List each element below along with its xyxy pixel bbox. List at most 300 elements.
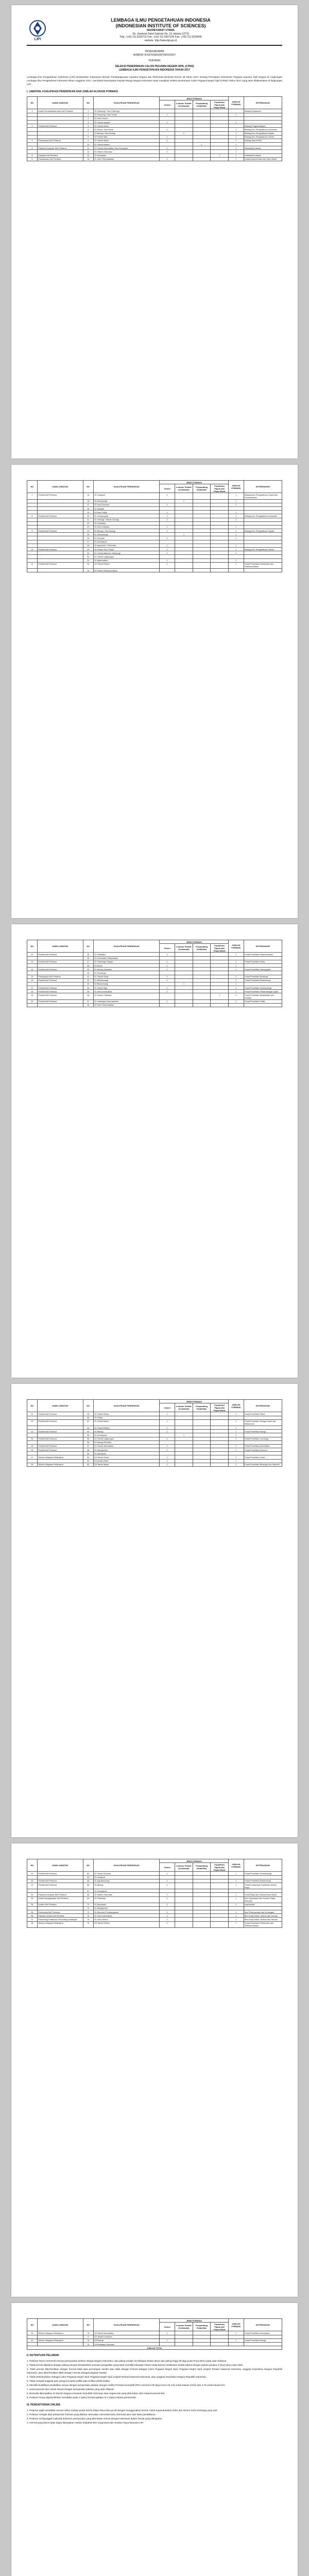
table-row xyxy=(27,511,282,514)
cell-kualifikasi: S1 Ilmu Hukum xyxy=(93,116,160,120)
cell-disabilitas xyxy=(193,1906,211,1910)
cell-no2: 59 xyxy=(83,1452,93,1455)
announcement-label: PENGUMUMAN xyxy=(145,50,164,53)
cell-no: 32 xyxy=(27,1893,38,1896)
cell-jabatan xyxy=(37,521,83,525)
cell-jumlah: 1 xyxy=(229,120,244,124)
table-row xyxy=(27,514,282,518)
cell-jumlah xyxy=(229,521,244,525)
cell-keterangan: Biro Kerja Sama, Hukum dan Humas xyxy=(244,1914,282,1918)
cell-cumlaude xyxy=(175,116,193,120)
cell-cumlaude xyxy=(175,1893,193,1896)
table-row xyxy=(27,506,282,510)
cell-no: 24 xyxy=(27,1437,38,1440)
cell-disabilitas xyxy=(193,1419,211,1426)
cell-keterangan: Pusat Penelitian Perkembangan Iptek xyxy=(244,990,282,993)
cell-keterangan xyxy=(244,963,282,967)
header-jenis-formasi: JENIS FORMASI xyxy=(160,97,229,100)
cell-jumlah: 1 xyxy=(229,544,244,547)
header-no: NO xyxy=(27,97,38,109)
list-item: 2. Pelamar mengisi data pribadi dan formasi yang dilamar, kemudian mencetak kartu informasi akun dan kartu pendaftaran. xyxy=(27,2413,157,2416)
header-keterangan: KETERANGAN xyxy=(244,1859,282,1872)
cell-disabilitas xyxy=(193,1918,211,1921)
cell-jumlah: 1 xyxy=(229,493,244,499)
cell-no2: 22 xyxy=(83,521,93,525)
cell-no2: 72 xyxy=(83,1910,93,1914)
cell-umum: 1 xyxy=(160,2331,175,2335)
cell-jumlah: 1 xyxy=(229,1872,244,1875)
cell-no2: 39 xyxy=(83,968,93,971)
cell-kualifikasi: D3 Biologi xyxy=(93,2338,160,2342)
cell-jabatan: Perekayasa Ahli Pertama xyxy=(37,975,83,978)
cell-cumlaude xyxy=(175,562,193,568)
cell-papua xyxy=(211,555,229,558)
cell-papua xyxy=(211,525,229,529)
table-row xyxy=(27,551,282,555)
cell-jabatan xyxy=(37,131,83,135)
cell-no2: 45 xyxy=(83,990,93,993)
cell-kualifikasi: S1 Sosiologi / Ilmu Sosial xyxy=(93,113,160,116)
cell-papua xyxy=(211,540,229,544)
cell-jumlah: 1 xyxy=(229,960,244,963)
cell-disabilitas xyxy=(193,1883,211,1889)
cell-papua xyxy=(211,956,229,960)
cell-no xyxy=(27,521,38,525)
cell-jumlah: 1 xyxy=(229,146,244,150)
cell-keterangan xyxy=(244,568,282,572)
cell-papua xyxy=(211,968,229,971)
cell-jumlah: 1 xyxy=(229,157,244,161)
cell-papua xyxy=(211,157,229,161)
cell-no2: 44 xyxy=(83,986,93,990)
cell-keterangan xyxy=(244,2335,282,2338)
cell-no: 27 xyxy=(27,1455,38,1459)
table-row xyxy=(27,963,282,967)
cell-no xyxy=(27,533,38,536)
cell-no2: 26 xyxy=(83,536,93,540)
cell-jabatan xyxy=(37,525,83,529)
cell-umum xyxy=(160,143,175,146)
cell-umum: 1 xyxy=(160,518,175,521)
header-keterangan: KETERANGAN xyxy=(244,97,282,109)
table-row xyxy=(27,1426,282,1429)
cell-cumlaude xyxy=(175,953,193,956)
table-row xyxy=(27,1875,282,1879)
cell-no2: 61 xyxy=(83,1459,93,1463)
cell-papua xyxy=(211,499,229,503)
cell-no2: 63 xyxy=(83,1872,93,1875)
table-row xyxy=(27,1459,282,1463)
cell-no xyxy=(27,1875,38,1879)
cell-jabatan xyxy=(37,568,83,572)
cell-jumlah: 1 xyxy=(229,499,244,503)
cell-umum: 1 xyxy=(160,975,175,978)
list-item: 2. Tidak pernah dipidana dengan pidana penjara berdasarkan putusan pengadilan yang telah memiliki kekuatan hukum tetap karena melakukan tindak pidana dengan pidana penjara 2 (dua) tahun atau lebih. xyxy=(27,2364,244,2367)
cell-papua xyxy=(211,518,229,521)
header-papua: Putra/Putri Papua dan Papua Barat xyxy=(211,944,229,953)
cell-cumlaude xyxy=(175,109,193,113)
cell-no2: 31 xyxy=(83,555,93,558)
cell-jabatan: Peneliti Ahli Pertama xyxy=(37,493,83,499)
cell-cumlaude xyxy=(175,1412,193,1416)
header-no2: NO xyxy=(83,2319,93,2331)
table-row xyxy=(27,143,282,146)
table-row xyxy=(27,1437,282,1440)
cell-cumlaude xyxy=(175,1444,193,1448)
cell-kualifikasi: S1 Teknik Lingkungan xyxy=(93,555,160,558)
table-row xyxy=(27,521,282,525)
cell-disabilitas: 1 xyxy=(193,143,211,146)
cell-no: 16 xyxy=(27,978,38,982)
table-row xyxy=(27,135,282,139)
formasi-table-6 xyxy=(27,2318,282,2350)
cell-jabatan: Peneliti Ahli Pertama xyxy=(37,124,83,128)
cell-no xyxy=(27,555,38,558)
cell-no2: 48 xyxy=(83,1003,93,1007)
cell-no: 9 xyxy=(27,529,38,533)
cell-kualifikasi: S1 Matematika xyxy=(93,558,160,562)
header-cumlaude: Lulusan Terbaik (Cumlaude) xyxy=(175,484,193,493)
cell-keterangan: Pusat Data dan Dokumentasi Ilmiah xyxy=(244,1893,282,1896)
cell-kualifikasi: S1 Ilmu Kelautan xyxy=(93,525,160,529)
cell-disabilitas xyxy=(193,124,211,128)
cell-umum: 1 xyxy=(160,1448,175,1452)
cell-jabatan: Perencana Ahli Pertama xyxy=(37,1910,83,1914)
cell-disabilitas xyxy=(193,960,211,963)
cell-jumlah: 1 xyxy=(229,986,244,990)
cell-umum: 1 xyxy=(160,1883,175,1889)
section-c-heading: III. PENDAFTARAN ONLINE xyxy=(27,2403,60,2407)
cell-papua xyxy=(211,960,229,963)
cell-jabatan: Teknisi Litkayasa Pelaksana xyxy=(37,2331,83,2335)
table-row xyxy=(27,525,282,529)
cell-cumlaude xyxy=(175,1914,193,1918)
cell-kualifikasi: S1 Teknik Geodesi xyxy=(93,1872,160,1875)
table-row xyxy=(27,1448,282,1452)
cell-jumlah xyxy=(229,971,244,975)
cell-jumlah xyxy=(229,568,244,572)
cell-no xyxy=(27,499,38,503)
cell-kualifikasi: S1 Geofisika xyxy=(93,521,160,525)
announcement-about: TENTANG xyxy=(148,59,161,62)
cell-papua xyxy=(211,2338,229,2342)
header-keterangan: KETERANGAN xyxy=(244,2319,282,2331)
cell-jumlah: 1 xyxy=(229,2331,244,2335)
cell-jumlah xyxy=(229,124,244,128)
list-item: 6. Memiliki kualifikasi pendidikan sesuai dengan persyaratan jabatan dengan Indeks Prestasi Kumulatif (IPK) minimal 3,00 (tiga koma nol nol) untuk lulusan S1/S2 dan 2,75 untuk lulusan D3. xyxy=(27,2384,226,2387)
cell-no: 15 xyxy=(27,975,38,978)
cell-papua xyxy=(211,1896,229,1903)
cell-keterangan xyxy=(244,982,282,986)
cell-kualifikasi: S1 Akuntansi xyxy=(93,1452,160,1455)
cell-umum xyxy=(160,116,175,120)
cell-kualifikasi: S1 Akuntansi xyxy=(93,1903,160,1906)
cell-jabatan xyxy=(37,120,83,124)
table-row xyxy=(27,2342,282,2346)
cell-kualifikasi: S1 Ilmu Perpustakaan xyxy=(93,157,160,161)
cell-disabilitas xyxy=(193,514,211,518)
cell-papua xyxy=(211,1906,229,1910)
cell-jabatan: Analis Kepegawaian Ahli Pertama xyxy=(37,1896,83,1903)
cell-papua xyxy=(211,2342,229,2346)
cell-umum: 1 xyxy=(160,1463,175,1466)
cell-no xyxy=(27,518,38,521)
cell-disabilitas xyxy=(193,558,211,562)
cell-disabilitas xyxy=(193,990,211,993)
cell-jabatan xyxy=(37,499,83,503)
cell-no2: 62 xyxy=(83,1463,93,1466)
cell-kualifikasi: S1 Ilmu Komunikasi xyxy=(93,1914,160,1918)
cell-umum: 1 xyxy=(160,1910,175,1914)
cell-cumlaude xyxy=(175,975,193,978)
cell-jumlah: 1 xyxy=(229,982,244,986)
cell-no2: 76 xyxy=(83,2331,93,2335)
cell-cumlaude xyxy=(175,1440,193,1444)
cell-jabatan: Peneliti Ahli Pertama xyxy=(37,548,83,551)
cell-no2: 17 xyxy=(83,503,93,506)
cell-papua xyxy=(211,1463,229,1466)
cell-papua xyxy=(211,1426,229,1429)
cell-umum: 1 xyxy=(160,514,175,518)
cell-cumlaude xyxy=(175,511,193,514)
header-papua: Putra/Putri Papua dan Papua Barat xyxy=(211,1403,229,1412)
cell-no2: 41 xyxy=(83,975,93,978)
cell-papua xyxy=(211,120,229,124)
document-page-1 xyxy=(11,5,298,459)
cell-jumlah xyxy=(229,540,244,544)
cell-keterangan: Bidang Ilmu Pengetahuan Hayati xyxy=(244,131,282,135)
formasi-table-2 xyxy=(27,480,282,572)
cell-no2: 6 xyxy=(83,128,93,131)
cell-no xyxy=(27,511,38,514)
cell-umum xyxy=(160,1416,175,1419)
header-no: NO xyxy=(27,481,38,493)
cell-keterangan xyxy=(244,551,282,555)
cell-umum: 1 xyxy=(160,1872,175,1875)
header-cumlaude: Lulusan Terbaik (Cumlaude) xyxy=(175,944,193,953)
cell-kualifikasi: S2 Teknik Elektro xyxy=(93,562,160,568)
cell-umum xyxy=(160,109,175,113)
cell-kualifikasi: S1 Sastra / Bahasa xyxy=(93,993,160,999)
cell-jabatan: Auditor Ahli Pertama xyxy=(37,1903,83,1906)
cell-cumlaude xyxy=(175,506,193,510)
cell-cumlaude xyxy=(175,1921,193,1927)
header-cumlaude: Lulusan Terbaik (Cumlaude) xyxy=(175,2323,193,2331)
cell-jabatan: Teknisi Litkayasa Pelaksana xyxy=(37,2338,83,2342)
cell-no2: 4 xyxy=(83,120,93,124)
cell-cumlaude xyxy=(175,548,193,551)
cell-no2: 42 xyxy=(83,978,93,982)
cell-jumlah: 1 xyxy=(229,514,244,518)
cell-jabatan: Peneliti Ahli Pertama xyxy=(37,990,83,993)
cell-jumlah: 1 xyxy=(229,511,244,514)
cell-umum: 1 xyxy=(160,968,175,971)
cell-cumlaude: 1 xyxy=(175,1433,193,1437)
cell-disabilitas xyxy=(193,116,211,120)
cell-papua xyxy=(211,1918,229,1921)
table-row xyxy=(27,493,282,499)
cell-papua xyxy=(211,135,229,139)
cell-no xyxy=(27,568,38,572)
header-jabatan: NAMA JABATAN xyxy=(37,97,83,109)
cell-papua xyxy=(211,521,229,525)
cell-no xyxy=(27,131,38,135)
cell-disabilitas xyxy=(193,2335,211,2338)
cell-no xyxy=(27,525,38,529)
cell-kualifikasi: S1 Teknik Mesin xyxy=(93,139,160,142)
cell-umum: 1 xyxy=(160,558,175,562)
cell-jumlah: 1 xyxy=(229,1419,244,1426)
table-row xyxy=(27,499,282,503)
cell-umum xyxy=(160,2335,175,2338)
table-row xyxy=(27,113,282,116)
cell-no2: 57 xyxy=(83,1444,93,1448)
cell-disabilitas xyxy=(193,131,211,135)
cell-jabatan: Peneliti Ahli Pertama xyxy=(37,986,83,990)
cell-no2: 23 xyxy=(83,525,93,529)
cell-cumlaude xyxy=(175,1896,193,1903)
cell-disabilitas xyxy=(193,544,211,547)
cell-disabilitas xyxy=(193,113,211,116)
cell-jumlah: 1 xyxy=(229,1896,244,1903)
cell-no2: 77 xyxy=(83,2335,93,2338)
list-item: 1. Pelamar harus memenuhi semua persyaratan berikut: Warga Negara Indonesia; usia paling rendah 18 (delapan belas) tahun dan paling tinggi 35 (tiga puluh lima) tahun pada saat melamar. xyxy=(27,2360,227,2363)
cell-no2: 67 xyxy=(83,1889,93,1893)
cell-jumlah xyxy=(229,1003,244,1007)
cell-papua xyxy=(211,1452,229,1455)
cell-kualifikasi: S1 Kehutanan xyxy=(93,540,160,544)
cell-disabilitas xyxy=(193,982,211,986)
cell-umum: 1 xyxy=(160,1437,175,1440)
cell-jumlah: 1 xyxy=(229,1463,244,1466)
cell-cumlaude xyxy=(175,2331,193,2335)
cell-cumlaude: 1 xyxy=(175,131,193,135)
letterhead xyxy=(27,18,282,46)
cell-no2: 65 xyxy=(83,1879,93,1883)
cell-disabilitas xyxy=(193,968,211,971)
cell-jumlah: 1 xyxy=(229,1918,244,1921)
cell-papua xyxy=(211,548,229,551)
cell-jabatan xyxy=(37,1906,83,1910)
cell-umum: 1 xyxy=(160,544,175,547)
cell-disabilitas xyxy=(193,1463,211,1466)
cell-keterangan xyxy=(244,521,282,525)
cell-umum: 1 xyxy=(160,999,175,1003)
cell-disabilitas xyxy=(193,150,211,154)
cell-no xyxy=(27,544,38,547)
cell-disabilitas xyxy=(193,993,211,999)
cell-cumlaude xyxy=(175,493,193,499)
document-page-5 xyxy=(11,1843,298,2297)
cell-no2: 75 xyxy=(83,1921,93,1927)
cell-kualifikasi: S1 Teknik Material / Metalurgi xyxy=(93,551,160,555)
cell-keterangan xyxy=(244,143,282,146)
cell-cumlaude xyxy=(175,1416,193,1419)
cell-no: 33 xyxy=(27,1896,38,1903)
cell-keterangan: Pusat Penelitian Ekonomi xyxy=(244,1448,282,1452)
cell-umum xyxy=(160,2342,175,2346)
cell-keterangan xyxy=(244,150,282,154)
cell-no2: 27 xyxy=(83,540,93,544)
cell-no xyxy=(27,536,38,540)
cell-no2: 73 xyxy=(83,1914,93,1918)
cell-disabilitas xyxy=(193,511,211,514)
cell-no xyxy=(27,540,38,544)
section-a-heading: I. JABATAN, KUALIFIKASI PENDIDIKAN DAN JUMLAH ALOKASI FORMASI xyxy=(27,90,118,93)
cell-jumlah: 1 xyxy=(229,1910,244,1914)
header-umum: Umum xyxy=(160,1863,175,1872)
cell-jabatan: Teknisi Litkayasa Pelaksana xyxy=(37,1455,83,1459)
cell-no xyxy=(27,963,38,967)
document-page-3 xyxy=(11,924,298,1378)
cell-jumlah xyxy=(229,109,244,113)
cell-umum: 1 xyxy=(160,139,175,142)
cell-jabatan: Peneliti Ahli Pertama xyxy=(37,1437,83,1440)
cell-umum: 1 xyxy=(160,963,175,967)
cell-jabatan xyxy=(37,956,83,960)
cell-jabatan: Analis Pemanfaatan Iptek Ahli Pertama xyxy=(37,109,83,113)
cell-disabilitas xyxy=(193,506,211,510)
website: website: http://www.lipi.go.id xyxy=(144,39,177,42)
table-row xyxy=(27,109,282,113)
header-kualifikasi: KUALIFIKASI PENDIDIKAN xyxy=(93,1400,160,1412)
cell-papua xyxy=(211,2335,229,2338)
cell-disabilitas xyxy=(193,1914,211,1918)
registration-list xyxy=(27,2409,282,2425)
cell-jumlah: 1 xyxy=(229,1426,244,1429)
header-keterangan: KETERANGAN xyxy=(244,940,282,953)
cell-no xyxy=(27,558,38,562)
cell-papua xyxy=(211,514,229,518)
header-no: NO xyxy=(27,2319,38,2331)
cell-umum: 1 xyxy=(160,1426,175,1429)
cell-no: 13 xyxy=(27,960,38,963)
cell-keterangan: Pusat Penelitian Tenaga Listrik dan Mekatronik xyxy=(244,1419,282,1426)
header-jumlah: JUMLAH FORMASI xyxy=(229,1400,244,1412)
cell-cumlaude xyxy=(175,551,193,555)
table-row xyxy=(27,968,282,971)
cell-keterangan: Pusat Penelitian Kimia xyxy=(244,960,282,963)
cell-papua xyxy=(211,139,229,142)
cell-kualifikasi: S2 Teknik Sipil xyxy=(93,135,160,139)
cell-jabatan xyxy=(37,551,83,555)
cell-cumlaude xyxy=(175,139,193,142)
cell-jabatan xyxy=(37,540,83,544)
cell-jumlah: 1 xyxy=(229,143,244,146)
cell-no xyxy=(27,128,38,131)
cell-papua xyxy=(211,1416,229,1419)
cell-umum: 1 xyxy=(160,1430,175,1433)
cell-no xyxy=(27,1459,38,1463)
cell-kualifikasi: S2 Bioteknologi xyxy=(93,982,160,986)
cell-no2: 9 xyxy=(83,139,93,142)
cell-no2: 35 xyxy=(83,953,93,956)
header-disabilitas: Penyandang Disabilitas xyxy=(193,1403,211,1412)
cell-disabilitas xyxy=(193,2338,211,2342)
cell-umum: 1 xyxy=(160,953,175,956)
cell-keterangan: Pusat Penelitian Bioteknologi xyxy=(244,1879,282,1883)
cell-jumlah xyxy=(229,555,244,558)
cell-papua xyxy=(211,1875,229,1879)
cell-jabatan xyxy=(37,1459,83,1463)
header-cumlaude: Lulusan Terbaik (Cumlaude) xyxy=(175,1403,193,1412)
cell-jumlah xyxy=(229,1440,244,1444)
cell-kualifikasi: S1 Agroteknologi xyxy=(93,1879,160,1883)
org-name-english: (INDONESIAN INSTITUTE OF SCIENCES) xyxy=(115,23,206,28)
cell-kualifikasi: S1 Manajemen xyxy=(93,1906,160,1910)
cell-kualifikasi: S1 Geografi xyxy=(93,1875,160,1879)
cell-no: 2 xyxy=(27,124,38,128)
